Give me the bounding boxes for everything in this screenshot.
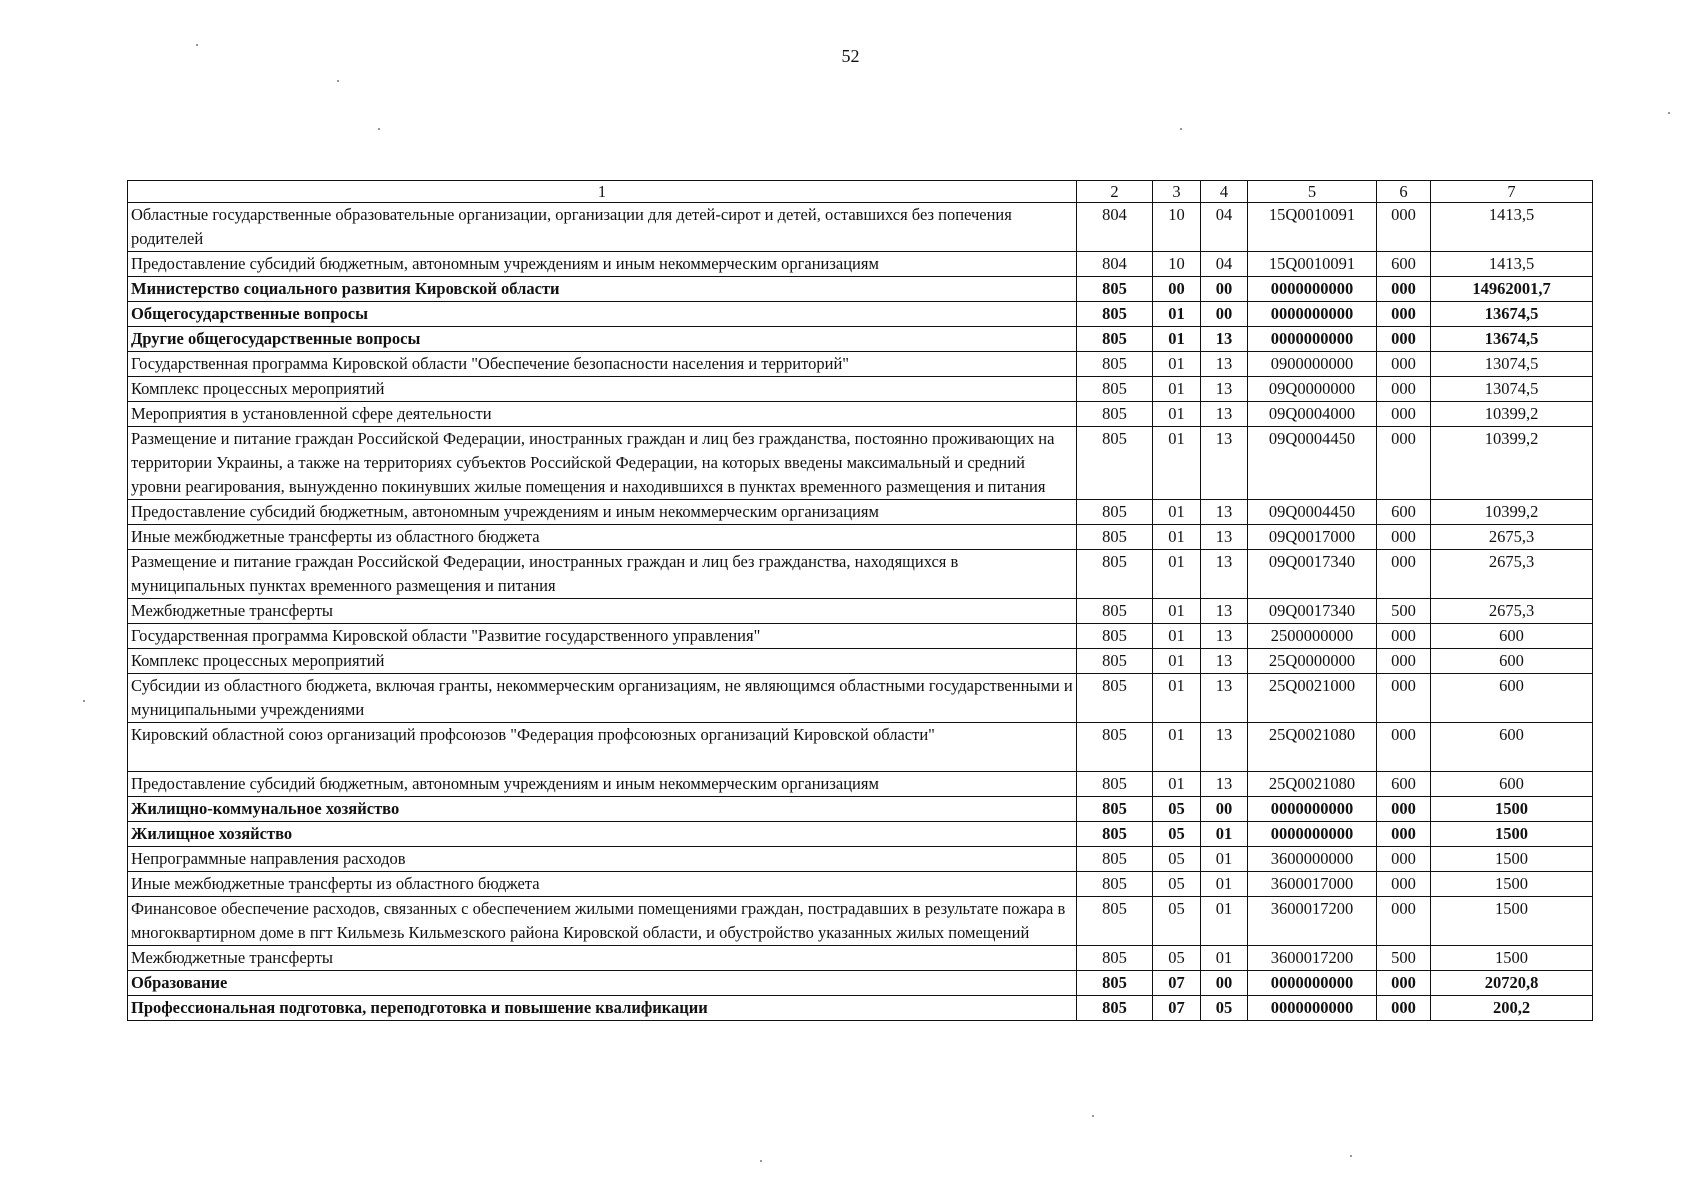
- cell-subsection-code: 13: [1201, 649, 1248, 674]
- cell-section-code: 01: [1153, 327, 1201, 352]
- row-name: Предоставление субсидий бюджетным, автономным учреждениям и иным некоммерческим организациям: [128, 772, 1077, 797]
- cell-target-article: 0000000000: [1248, 302, 1377, 327]
- cell-section-code: 01: [1153, 723, 1201, 772]
- cell-amount: 2675,3: [1431, 599, 1593, 624]
- cell-ministry-code: 805: [1077, 897, 1153, 946]
- cell-amount: 10399,2: [1431, 500, 1593, 525]
- cell-ministry-code: 805: [1077, 525, 1153, 550]
- row-name: Предоставление субсидий бюджетным, автономным учреждениям и иным некоммерческим организациям: [128, 252, 1077, 277]
- cell-section-code: 01: [1153, 427, 1201, 500]
- cell-target-article: 09Q0017340: [1248, 550, 1377, 599]
- cell-ministry-code: 805: [1077, 377, 1153, 402]
- cell-amount: 600: [1431, 674, 1593, 723]
- cell-amount: 10399,2: [1431, 427, 1593, 500]
- table-body: [128, 203, 1593, 1021]
- table-row: [128, 599, 1593, 624]
- cell-amount: 10399,2: [1431, 402, 1593, 427]
- table-row: [128, 500, 1593, 525]
- cell-ministry-code: 805: [1077, 772, 1153, 797]
- cell-target-article: 0000000000: [1248, 822, 1377, 847]
- cell-subsection-code: 00: [1201, 302, 1248, 327]
- row-name: Кировский областной союз организаций профсоюзов "Федерация профсоюзных организаций Кировской области": [128, 723, 1077, 772]
- cell-ministry-code: 805: [1077, 500, 1153, 525]
- table-row: [128, 723, 1593, 772]
- table-row: [128, 847, 1593, 872]
- cell-section-code: 01: [1153, 674, 1201, 723]
- cell-expense-type: 000: [1377, 723, 1431, 772]
- table-row: [128, 996, 1593, 1021]
- scan-speck: [196, 44, 198, 46]
- cell-expense-type: 000: [1377, 427, 1431, 500]
- cell-section-code: 01: [1153, 550, 1201, 599]
- cell-amount: 600: [1431, 649, 1593, 674]
- cell-expense-type: 000: [1377, 327, 1431, 352]
- column-header-2: 2: [1077, 181, 1153, 203]
- table-row: [128, 971, 1593, 996]
- cell-ministry-code: 805: [1077, 797, 1153, 822]
- row-name: Государственная программа Кировской области "Обеспечение безопасности населения и территорий": [128, 352, 1077, 377]
- cell-ministry-code: 805: [1077, 402, 1153, 427]
- cell-subsection-code: 13: [1201, 402, 1248, 427]
- cell-amount: 13074,5: [1431, 352, 1593, 377]
- cell-subsection-code: 13: [1201, 525, 1248, 550]
- cell-target-article: 09Q0004450: [1248, 500, 1377, 525]
- cell-amount: 1500: [1431, 797, 1593, 822]
- table-row: [128, 822, 1593, 847]
- cell-amount: 2675,3: [1431, 550, 1593, 599]
- table-row: [128, 525, 1593, 550]
- table-row: [128, 872, 1593, 897]
- cell-target-article: 09Q0000000: [1248, 377, 1377, 402]
- cell-expense-type: 000: [1377, 352, 1431, 377]
- cell-amount: 1500: [1431, 872, 1593, 897]
- cell-subsection-code: 13: [1201, 599, 1248, 624]
- scan-speck: [1668, 112, 1670, 114]
- cell-ministry-code: 805: [1077, 872, 1153, 897]
- cell-section-code: 01: [1153, 649, 1201, 674]
- row-name: Комплекс процессных мероприятий: [128, 649, 1077, 674]
- cell-amount: 14962001,7: [1431, 277, 1593, 302]
- table-row: [128, 203, 1593, 252]
- table-row: [128, 402, 1593, 427]
- cell-section-code: 10: [1153, 203, 1201, 252]
- cell-ministry-code: 805: [1077, 599, 1153, 624]
- cell-amount: 2675,3: [1431, 525, 1593, 550]
- cell-subsection-code: 01: [1201, 872, 1248, 897]
- row-name: Комплекс процессных мероприятий: [128, 377, 1077, 402]
- cell-target-article: 09Q0004450: [1248, 427, 1377, 500]
- row-name: Финансовое обеспечение расходов, связанных с обеспечением жилыми помещениями граждан, пострадавших в результате пожара в многоквартирном доме в пгт Кильмезь Кильмезского района Кировской области, и обустройство указанных жилых помещений: [128, 897, 1077, 946]
- cell-subsection-code: 13: [1201, 327, 1248, 352]
- cell-section-code: 01: [1153, 302, 1201, 327]
- cell-subsection-code: 13: [1201, 377, 1248, 402]
- row-name: Жилищно-коммунальное хозяйство: [128, 797, 1077, 822]
- cell-expense-type: 600: [1377, 772, 1431, 797]
- cell-section-code: 05: [1153, 897, 1201, 946]
- row-name: Межбюджетные трансферты: [128, 946, 1077, 971]
- scan-speck: [337, 80, 339, 82]
- cell-subsection-code: 13: [1201, 352, 1248, 377]
- cell-ministry-code: 804: [1077, 252, 1153, 277]
- cell-ministry-code: 805: [1077, 624, 1153, 649]
- cell-target-article: 09Q0017000: [1248, 525, 1377, 550]
- cell-ministry-code: 805: [1077, 847, 1153, 872]
- column-header-5: 5: [1248, 181, 1377, 203]
- cell-target-article: 0900000000: [1248, 352, 1377, 377]
- cell-ministry-code: 805: [1077, 822, 1153, 847]
- cell-section-code: 05: [1153, 872, 1201, 897]
- cell-amount: 1500: [1431, 897, 1593, 946]
- cell-expense-type: 000: [1377, 277, 1431, 302]
- cell-expense-type: 000: [1377, 674, 1431, 723]
- table-row: [128, 772, 1593, 797]
- cell-expense-type: 000: [1377, 302, 1431, 327]
- cell-amount: 600: [1431, 772, 1593, 797]
- row-name: Размещение и питание граждан Российской Федерации, иностранных граждан и лиц без гражданства, постоянно проживающих на территории Украины, а также на территориях субъектов Российской Федерации, на которых введены максимальный и средний уровни реагирования, вынужденно покинувших жилые помещения и находившихся в пунктах временного размещения и питания: [128, 427, 1077, 500]
- row-name: Другие общегосударственные вопросы: [128, 327, 1077, 352]
- cell-expense-type: 600: [1377, 252, 1431, 277]
- cell-target-article: 15Q0010091: [1248, 252, 1377, 277]
- cell-subsection-code: 01: [1201, 847, 1248, 872]
- column-header-6: 6: [1377, 181, 1431, 203]
- cell-ministry-code: 805: [1077, 277, 1153, 302]
- cell-expense-type: 000: [1377, 971, 1431, 996]
- column-header-4: 4: [1201, 181, 1248, 203]
- cell-subsection-code: 00: [1201, 797, 1248, 822]
- cell-section-code: 07: [1153, 996, 1201, 1021]
- table-row: [128, 427, 1593, 500]
- cell-target-article: 25Q0021080: [1248, 723, 1377, 772]
- row-name: Непрограммные направления расходов: [128, 847, 1077, 872]
- cell-subsection-code: 13: [1201, 550, 1248, 599]
- cell-expense-type: 000: [1377, 897, 1431, 946]
- cell-section-code: 05: [1153, 797, 1201, 822]
- row-name: Субсидии из областного бюджета, включая гранты, некоммерческим организациям, не являющимся областными государственными и муниципальными учреждениями: [128, 674, 1077, 723]
- cell-ministry-code: 805: [1077, 327, 1153, 352]
- cell-target-article: 09Q0004000: [1248, 402, 1377, 427]
- cell-expense-type: 500: [1377, 946, 1431, 971]
- budget-table: [127, 180, 1593, 1021]
- table-row: [128, 649, 1593, 674]
- scan-speck: [83, 700, 85, 702]
- column-header-1: 1: [128, 181, 1077, 203]
- cell-section-code: 01: [1153, 500, 1201, 525]
- cell-section-code: 01: [1153, 525, 1201, 550]
- cell-target-article: 25Q0021080: [1248, 772, 1377, 797]
- cell-subsection-code: 04: [1201, 252, 1248, 277]
- table-header: [128, 181, 1593, 203]
- cell-ministry-code: 805: [1077, 723, 1153, 772]
- scan-speck: [1092, 1115, 1094, 1117]
- cell-section-code: 00: [1153, 277, 1201, 302]
- cell-amount: 1500: [1431, 822, 1593, 847]
- row-name: Иные межбюджетные трансферты из областного бюджета: [128, 525, 1077, 550]
- cell-target-article: 3600017000: [1248, 872, 1377, 897]
- table-row: [128, 327, 1593, 352]
- cell-target-article: 09Q0017340: [1248, 599, 1377, 624]
- cell-ministry-code: 805: [1077, 674, 1153, 723]
- row-name: Предоставление субсидий бюджетным, автономным учреждениям и иным некоммерческим организациям: [128, 500, 1077, 525]
- cell-section-code: 01: [1153, 599, 1201, 624]
- cell-ministry-code: 805: [1077, 352, 1153, 377]
- cell-section-code: 01: [1153, 352, 1201, 377]
- cell-expense-type: 600: [1377, 500, 1431, 525]
- cell-amount: 200,2: [1431, 996, 1593, 1021]
- row-name: Межбюджетные трансферты: [128, 599, 1077, 624]
- cell-ministry-code: 805: [1077, 302, 1153, 327]
- cell-target-article: 3600017200: [1248, 897, 1377, 946]
- column-header-3: 3: [1153, 181, 1201, 203]
- cell-subsection-code: 01: [1201, 822, 1248, 847]
- cell-ministry-code: 804: [1077, 203, 1153, 252]
- cell-amount: 13674,5: [1431, 327, 1593, 352]
- cell-section-code: 05: [1153, 946, 1201, 971]
- cell-target-article: 0000000000: [1248, 277, 1377, 302]
- row-name: Профессиональная подготовка, переподготовка и повышение квалификации: [128, 996, 1077, 1021]
- cell-expense-type: 000: [1377, 550, 1431, 599]
- scan-speck: [378, 128, 380, 130]
- cell-target-article: 0000000000: [1248, 996, 1377, 1021]
- row-name: Областные государственные образовательные организации, организации для детей-сирот и детей, оставшихся без попечения родителей: [128, 203, 1077, 252]
- cell-subsection-code: 01: [1201, 946, 1248, 971]
- cell-section-code: 01: [1153, 377, 1201, 402]
- cell-amount: 20720,8: [1431, 971, 1593, 996]
- cell-amount: 600: [1431, 723, 1593, 772]
- cell-section-code: 01: [1153, 624, 1201, 649]
- cell-ministry-code: 805: [1077, 946, 1153, 971]
- table-row: [128, 302, 1593, 327]
- row-name: Государственная программа Кировской области "Развитие государственного управления": [128, 624, 1077, 649]
- table-row: [128, 550, 1593, 599]
- row-name: Жилищное хозяйство: [128, 822, 1077, 847]
- cell-section-code: 07: [1153, 971, 1201, 996]
- column-header-7: 7: [1431, 181, 1593, 203]
- cell-amount: 1413,5: [1431, 203, 1593, 252]
- cell-expense-type: 000: [1377, 822, 1431, 847]
- cell-subsection-code: 00: [1201, 277, 1248, 302]
- cell-ministry-code: 805: [1077, 427, 1153, 500]
- cell-ministry-code: 805: [1077, 996, 1153, 1021]
- row-name: Образование: [128, 971, 1077, 996]
- cell-target-article: 2500000000: [1248, 624, 1377, 649]
- cell-amount: 600: [1431, 624, 1593, 649]
- cell-target-article: 15Q0010091: [1248, 203, 1377, 252]
- scan-speck: [1180, 128, 1182, 130]
- table-row: [128, 797, 1593, 822]
- cell-expense-type: 000: [1377, 649, 1431, 674]
- cell-target-article: 3600017200: [1248, 946, 1377, 971]
- cell-amount: 1500: [1431, 946, 1593, 971]
- cell-target-article: 25Q0000000: [1248, 649, 1377, 674]
- table-row: [128, 277, 1593, 302]
- cell-section-code: 01: [1153, 772, 1201, 797]
- table-row: [128, 377, 1593, 402]
- cell-amount: 13674,5: [1431, 302, 1593, 327]
- header-row: [128, 181, 1593, 203]
- table-row: [128, 352, 1593, 377]
- cell-section-code: 05: [1153, 847, 1201, 872]
- cell-subsection-code: 01: [1201, 897, 1248, 946]
- cell-subsection-code: 00: [1201, 971, 1248, 996]
- cell-amount: 1413,5: [1431, 252, 1593, 277]
- cell-expense-type: 000: [1377, 624, 1431, 649]
- cell-expense-type: 000: [1377, 797, 1431, 822]
- page-number: 52: [841, 46, 860, 66]
- cell-section-code: 05: [1153, 822, 1201, 847]
- cell-target-article: 25Q0021000: [1248, 674, 1377, 723]
- table-row: [128, 252, 1593, 277]
- row-name: Иные межбюджетные трансферты из областного бюджета: [128, 872, 1077, 897]
- cell-target-article: 0000000000: [1248, 327, 1377, 352]
- cell-subsection-code: 13: [1201, 674, 1248, 723]
- cell-amount: 1500: [1431, 847, 1593, 872]
- cell-expense-type: 000: [1377, 377, 1431, 402]
- table-row: [128, 946, 1593, 971]
- row-name: Общегосударственные вопросы: [128, 302, 1077, 327]
- cell-target-article: 0000000000: [1248, 971, 1377, 996]
- cell-ministry-code: 805: [1077, 550, 1153, 599]
- cell-expense-type: 000: [1377, 525, 1431, 550]
- table-row: [128, 674, 1593, 723]
- cell-subsection-code: 13: [1201, 772, 1248, 797]
- cell-expense-type: 500: [1377, 599, 1431, 624]
- table-row: [128, 624, 1593, 649]
- cell-subsection-code: 04: [1201, 203, 1248, 252]
- scan-speck: [1350, 1155, 1352, 1157]
- cell-subsection-code: 05: [1201, 996, 1248, 1021]
- cell-expense-type: 000: [1377, 203, 1431, 252]
- cell-expense-type: 000: [1377, 872, 1431, 897]
- cell-amount: 13074,5: [1431, 377, 1593, 402]
- cell-section-code: 01: [1153, 402, 1201, 427]
- table-row: [128, 897, 1593, 946]
- scan-speck: [760, 1160, 762, 1162]
- row-name: Размещение и питание граждан Российской Федерации, иностранных граждан и лиц без гражданства, находящихся в муниципальных пунктах временного размещения и питания: [128, 550, 1077, 599]
- cell-target-article: 3600000000: [1248, 847, 1377, 872]
- cell-subsection-code: 13: [1201, 500, 1248, 525]
- cell-subsection-code: 13: [1201, 624, 1248, 649]
- cell-target-article: 0000000000: [1248, 797, 1377, 822]
- cell-section-code: 10: [1153, 252, 1201, 277]
- row-name: Министерство социального развития Кировской области: [128, 277, 1077, 302]
- cell-ministry-code: 805: [1077, 649, 1153, 674]
- cell-ministry-code: 805: [1077, 971, 1153, 996]
- cell-expense-type: 000: [1377, 996, 1431, 1021]
- cell-expense-type: 000: [1377, 402, 1431, 427]
- cell-expense-type: 000: [1377, 847, 1431, 872]
- row-name: Мероприятия в установленной сфере деятельности: [128, 402, 1077, 427]
- cell-subsection-code: 13: [1201, 723, 1248, 772]
- cell-subsection-code: 13: [1201, 427, 1248, 500]
